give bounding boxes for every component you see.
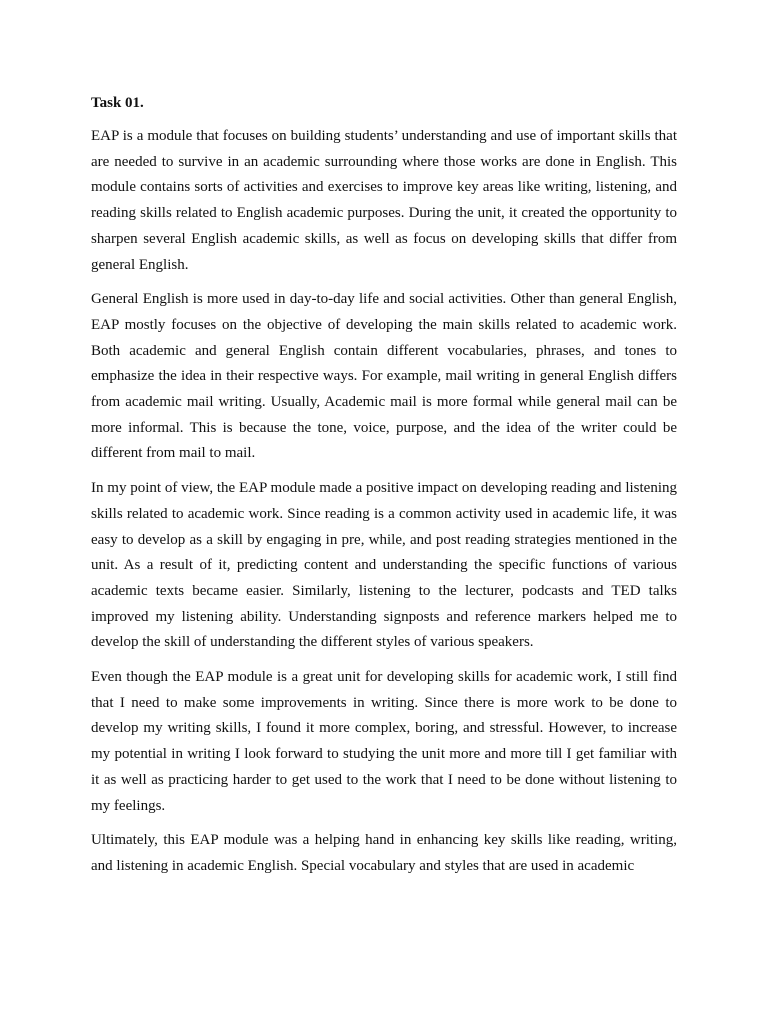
paragraph-conclusion: Ultimately, this EAP module was a helping hand in enhancing key skills like reading, writing, and listening in academic English. Special vocabulary and styles that are used in academic — [91, 832, 677, 874]
paragraph-eap-overview: EAP is a module that focuses on building students’ understanding and use of important skills that are needed to survive in an academic surrounding where those works are done in English. This module contains sorts of activities and exercises to improve key areas like writing, listening, and reading skills related to English academic purposes. During the unit, it created the opportunity to sharpen several English academic skills, as well as focus on developing skills that differ from general English. — [91, 128, 677, 273]
document-body — [91, 92, 677, 889]
paragraph-general-vs-academic: General English is more used in day-to-day life and social activities. Other than general English, EAP mostly focuses on the objective of developing the main skills related to academic work. Both academic and general English contain different vocabularies, phrases, and tones to emphasize the idea in their respective ways. For example, mail writing in general English differs from academic mail writing. Usually, Academic mail is more formal while general mail can be more informal. This is because the tone, voice, purpose, and the idea of the writer could be different from mail to mail. — [91, 291, 677, 462]
paragraph-reading-listening: In my point of view, the EAP module made a positive impact on developing reading and listening skills related to academic work. Since reading is a common activity used in academic life, it was easy to develop as a skill by engaging in pre, while, and post reading strategies mentioned in the unit. As a result of it, predicting content and understanding the specific functions of various academic texts became easier. Similarly, listening to the lecturer, podcasts and TED talks improved my listening ability. Understanding signposts and reference markers helped me to develop the skill of understanding the different styles of various speakers. — [91, 480, 677, 651]
task-heading: Task 01. — [91, 95, 144, 111]
paragraph-writing-improvement: Even though the EAP module is a great unit for developing skills for academic work, I still find that I need to make some improvements in writing. Since there is more work to be done to develop my writing skills, I found it more complex, boring, and stressful. However, to increase my potential in writing I look forward to studying the unit more and more till I get familiar with it as well as practicing harder to get used to the work that I need to be done without listening to my feelings. — [91, 669, 677, 814]
